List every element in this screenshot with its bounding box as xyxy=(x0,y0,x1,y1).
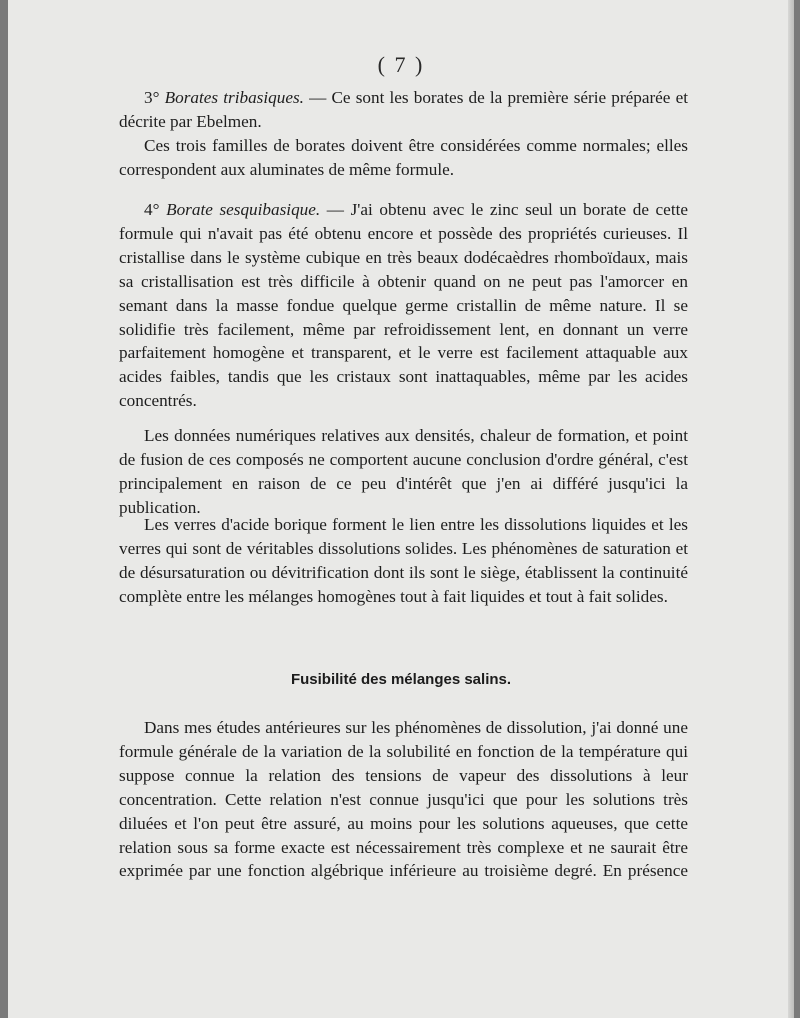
paragraph-borate-sesquibasique xyxy=(119,198,688,413)
paragraph-verres-acide-borique xyxy=(119,513,688,609)
paragraph-etudes-dissolution-text: Dans mes études antérieures sur les phénomènes de dissolution, j'ai donné une formule générale de la variation de la solubilité en fonction de la température qui suppose connue la relation des tensions de vapeur des dissolutions à leur concentration. Cette relation n'est connue jusqu'ici que pour les solutions très diluées et l'on peut être assuré, au moins pour les solutions aqueuses, que cette relation sous sa forme exacte est nécessairement très complexe et ne saurait être exprimée par une fonction algébrique inférieure au troisième degré. En présence xyxy=(119,718,688,881)
item-body: — Ce sont les borates de la première série préparée et décrite par Ebelmen. xyxy=(119,88,688,131)
paragraph-familles-normales-text: Ces trois familles de borates doivent être considérées comme normales; elles correspondent aux aluminates de même formule. xyxy=(119,136,688,179)
paragraph-donnees-numeriques xyxy=(119,424,688,520)
item-number: 4° xyxy=(144,200,160,219)
paragraph-borates-tribasiques-text xyxy=(119,86,688,134)
item-title: Borate sesquibasique. xyxy=(166,200,321,219)
page-number: ( 7 ) xyxy=(377,52,425,77)
item-number: 3° xyxy=(144,88,160,107)
item-body: — J'ai obtenu avec le zinc seul un borate de cette formule qui n'avait pas été obtenu encore et possède des propriétés curieuses. Il cristallise dans le système cubique en très beaux dodécaèdres rhomboïdaux, mais sa cristallisation est très difficile à obtenir quand on ne peut pas l'amorcer en semant dans la masse fondue quelque germe cristallin de même nature. Il se solidifie très facilement, même par refroidissement lent, en donnant un verre parfaitement homogène et transparent, et le verre est facilement attaquable aux acides faibles, tandis que les cristaux sont inattaquables, même par les acides concentrés. xyxy=(119,200,688,411)
paragraph-familles-normales xyxy=(119,134,688,182)
scanned-page xyxy=(8,0,794,1018)
section-heading: Fusibilité des mélanges salins. xyxy=(290,671,512,688)
paragraph-etudes-dissolution xyxy=(119,716,688,883)
paragraph-borate-sesquibasique-text xyxy=(119,198,688,413)
paragraph-donnees-numeriques-text: Les données numériques relatives aux densités, chaleur de formation, et point de fusion de ces composés ne comportent aucune conclusion d'ordre général, c'est principalement en raison de ce peu d'intérêt que j'en ai différé jusqu'ici la publication. xyxy=(119,426,688,517)
paragraph-borates-tribasiques xyxy=(119,86,688,134)
paragraph-verres-acide-borique-text: Les verres d'acide borique forment le lien entre les dissolutions liquides et les verres qui sont de véritables dissolutions solides. Les phénomènes de saturation et de désursaturation ou dévitrification dont ils sont le siège, établissent la continuité complète entre les mélanges homogènes tout à fait liquides et tout à fait solides. xyxy=(119,515,688,606)
item-title: Borates tribasiques. xyxy=(164,88,304,107)
